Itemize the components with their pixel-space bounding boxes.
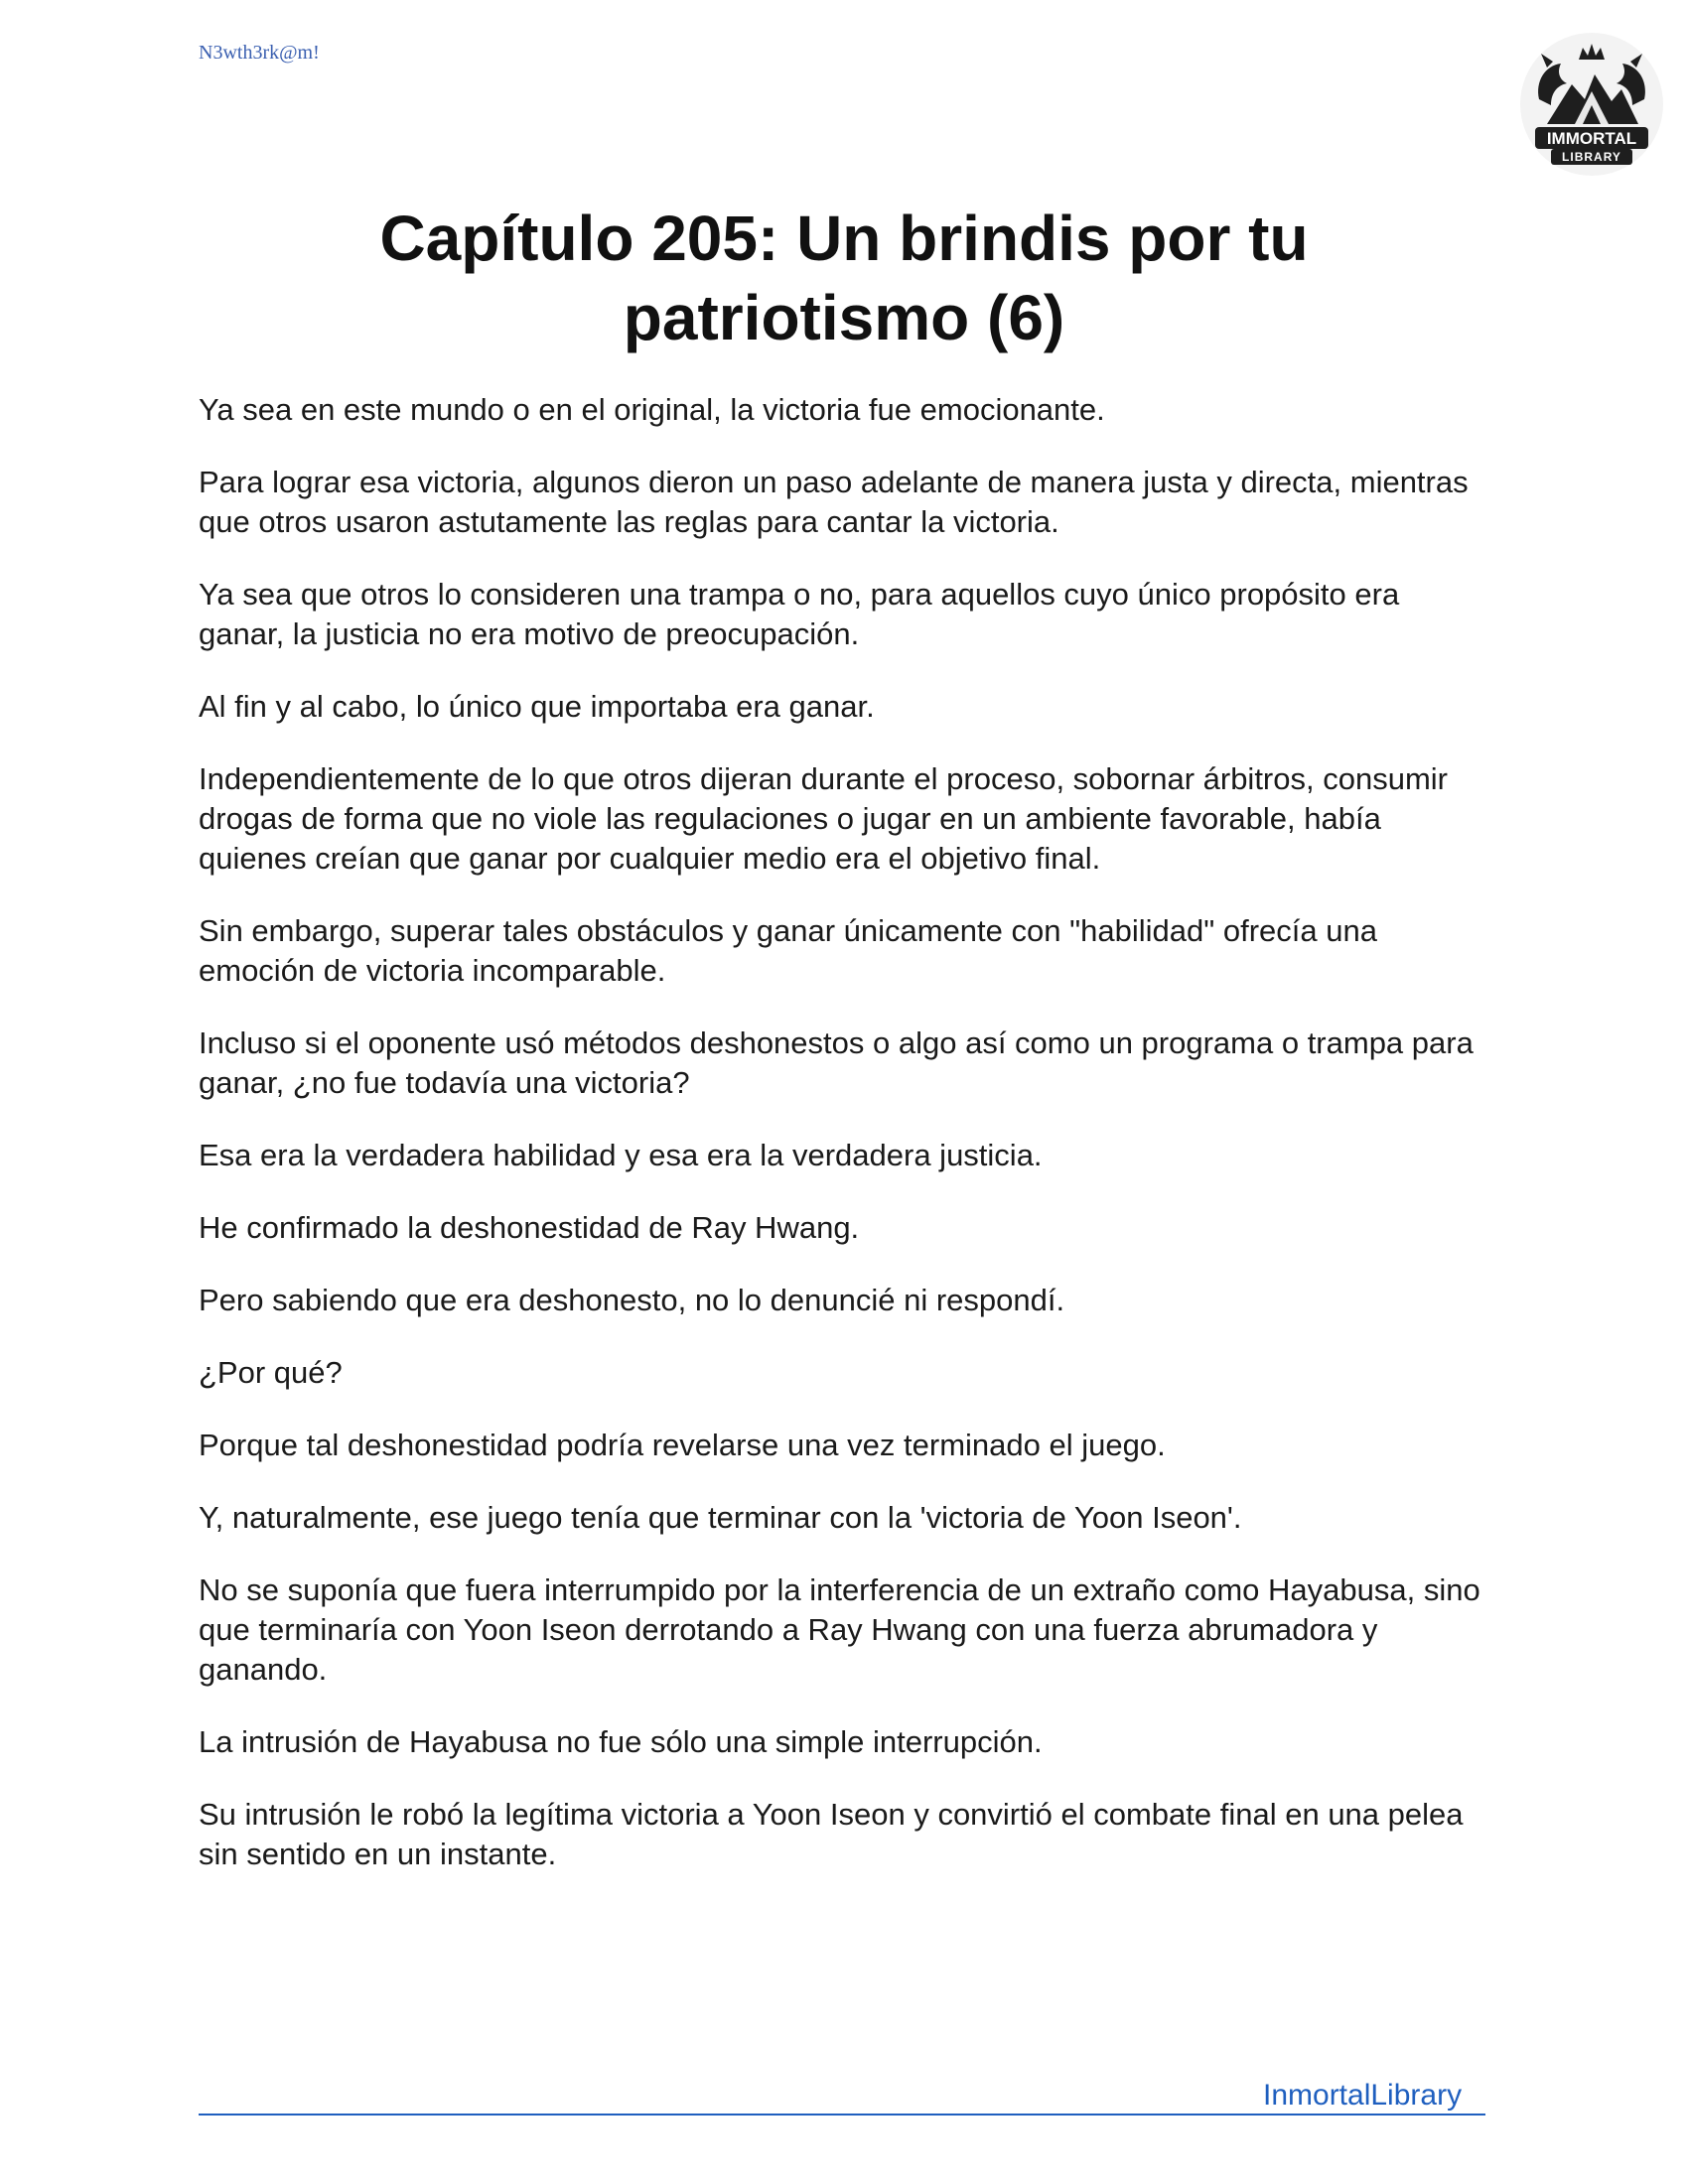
paragraph: He confirmado la deshonestidad de Ray Hwang. (199, 1210, 860, 1245)
paragraph: Porque tal deshonestidad podría revelarse una vez terminado el juego. (199, 1428, 1166, 1462)
paragraph: Sin embargo, superar tales obstáculos y ganar únicamente con "habilidad" ofrecía una emoción de victoria incomparable. (199, 913, 1377, 988)
immortal-library-logo (1517, 30, 1666, 179)
watermark-text: N3wth3rk@m! (199, 42, 320, 64)
chapter-title-line1: Capítulo 205: Un brindis por tu (379, 203, 1309, 274)
paragraph: ¿Por qué? (199, 1355, 343, 1390)
paragraph: Al fin y al cabo, lo único que importaba era ganar. (199, 689, 875, 724)
logo-emblem-icon (1517, 30, 1666, 179)
logo-text-line2: LIBRARY (1562, 150, 1621, 164)
logo-text-line1: IMMORTAL (1546, 129, 1637, 148)
footer-inmortal-library-link[interactable]: InmortalLibrary (1263, 2079, 1463, 2112)
paragraph: Y, naturalmente, ese juego tenía que terminar con la 'victoria de Yoon Iseon'. (199, 1500, 1242, 1535)
paragraph: Incluso si el oponente usó métodos deshonestos o algo así como un programa o trampa para ganar, ¿no fue todavía una victoria? (199, 1025, 1474, 1100)
paragraph: Ya sea en este mundo o en el original, la victoria fue emocionante. (199, 392, 1105, 427)
paragraph: Su intrusión le robó la legítima victoria a Yoon Iseon y convirtió el combate final en una pelea sin sentido en un instante. (199, 1797, 1464, 1871)
paragraph: No se suponía que fuera interrumpido por la interferencia de un extraño como Hayabusa, sino que terminaría con Yoon Iseon derrotando a Ray Hwang con una fuerza abrumadora y ganando. (199, 1572, 1480, 1687)
paragraph: Ya sea que otros lo consideren una trampa o no, para aquellos cuyo único propósito era ganar, la justicia no era motivo de preocupación. (199, 577, 1400, 651)
paragraph: Independientemente de lo que otros dijeran durante el proceso, sobornar árbitros, consumir drogas de forma que no viole las regulaciones o jugar en un ambiente favorable, había quienes creían que ganar por cualquier medio era el objetivo final. (199, 761, 1448, 876)
chapter-title-line2: patriotismo (6) (623, 282, 1065, 353)
chapter-body (199, 390, 1489, 1907)
paragraph: Pero sabiendo que era deshonesto, no lo denuncié ni respondí. (199, 1283, 1065, 1317)
chapter-title (199, 199, 1489, 357)
footer-divider (199, 2114, 1485, 2116)
paragraph: Esa era la verdadera habilidad y esa era la verdadera justicia. (199, 1138, 1043, 1172)
paragraph: Para lograr esa victoria, algunos dieron un paso adelante de manera justa y directa, mientras que otros usaron astutamente las reglas para cantar la victoria. (199, 465, 1469, 539)
paragraph: La intrusión de Hayabusa no fue sólo una simple interrupción. (199, 1724, 1043, 1759)
